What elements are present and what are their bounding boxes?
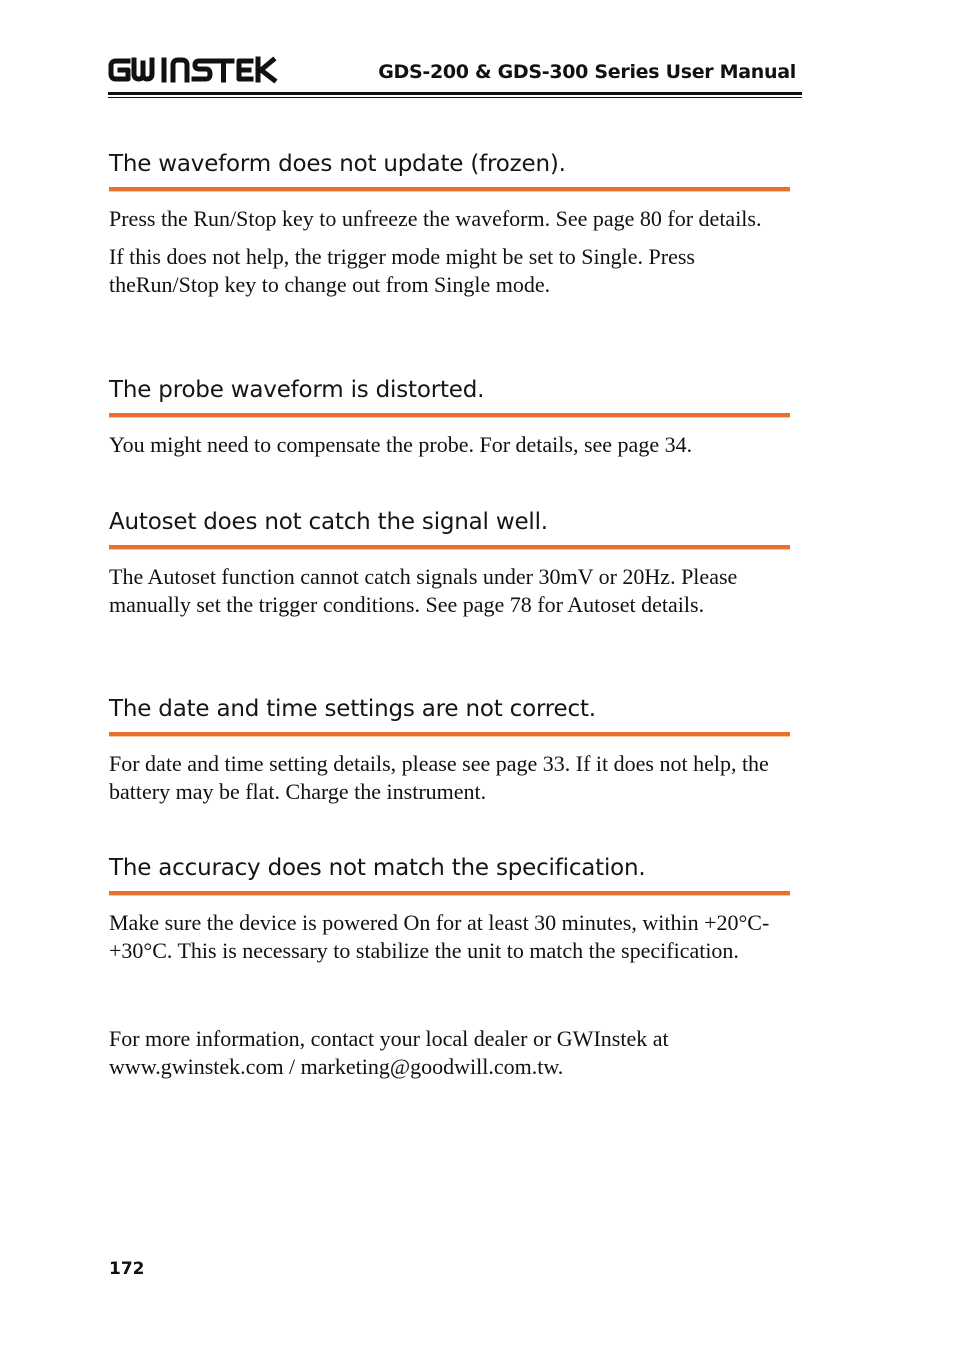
contact-note: For more information, contact your local dealer or GWInstek at www.gwinstek.com / marketing@goodwill.com.tw. [109,1026,669,1079]
section-title-rule [109,545,790,550]
section-frozen-waveform [109,149,790,309]
section-paragraph: For date and time setting details, please see page 33. If it does not help, the battery may be flat. Charge the instrument. [109,751,769,804]
section-title-rule [109,413,790,418]
page-number: 172 [109,1259,145,1279]
manual-title: GDS-200 & GDS-300 Series User Manual [378,61,796,83]
section-title-rule [109,891,790,896]
page-header [108,52,802,98]
section-title: The accuracy does not match the specification. [109,855,646,881]
section-distorted-probe [109,375,790,469]
section-title-rule [109,732,790,737]
section-paragraph: You might need to compensate the probe. For details, see page 34. [109,432,693,457]
section-autoset [109,507,790,629]
section-body [109,750,790,806]
section-title: The waveform does not update (frozen). [109,151,566,177]
section-paragraph: The Autoset function cannot catch signals under 30mV or 20Hz. Please manually set the trigger conditions. See page 78 for Autoset details. [109,564,738,617]
section-body [109,205,790,299]
section-title: The date and time settings are not correct. [109,696,596,722]
section-title: The probe waveform is distorted. [109,377,485,403]
header-rule [108,92,802,95]
section-body [109,563,790,619]
section-paragraph: Make sure the device is powered On for at least 30 minutes, within +20°C-+30°C. This is necessary to stabilize the unit to match the specification. [109,910,770,963]
section-title: Autoset does not catch the signal well. [109,509,548,535]
section-title-rule [109,187,790,192]
section-accuracy [109,853,790,975]
section-body [109,909,790,965]
section-paragraph: Press the Run/Stop key to unfreeze the waveform. See page 80 for details. [109,206,762,231]
section-date-time [109,694,790,816]
section-body [109,431,790,459]
header-rule-thin [108,97,802,98]
gw-instek-logo [108,55,278,85]
section-paragraph: If this does not help, the trigger mode might be set to Single. Press theRun/Stop key to change out from Single mode. [109,244,695,297]
